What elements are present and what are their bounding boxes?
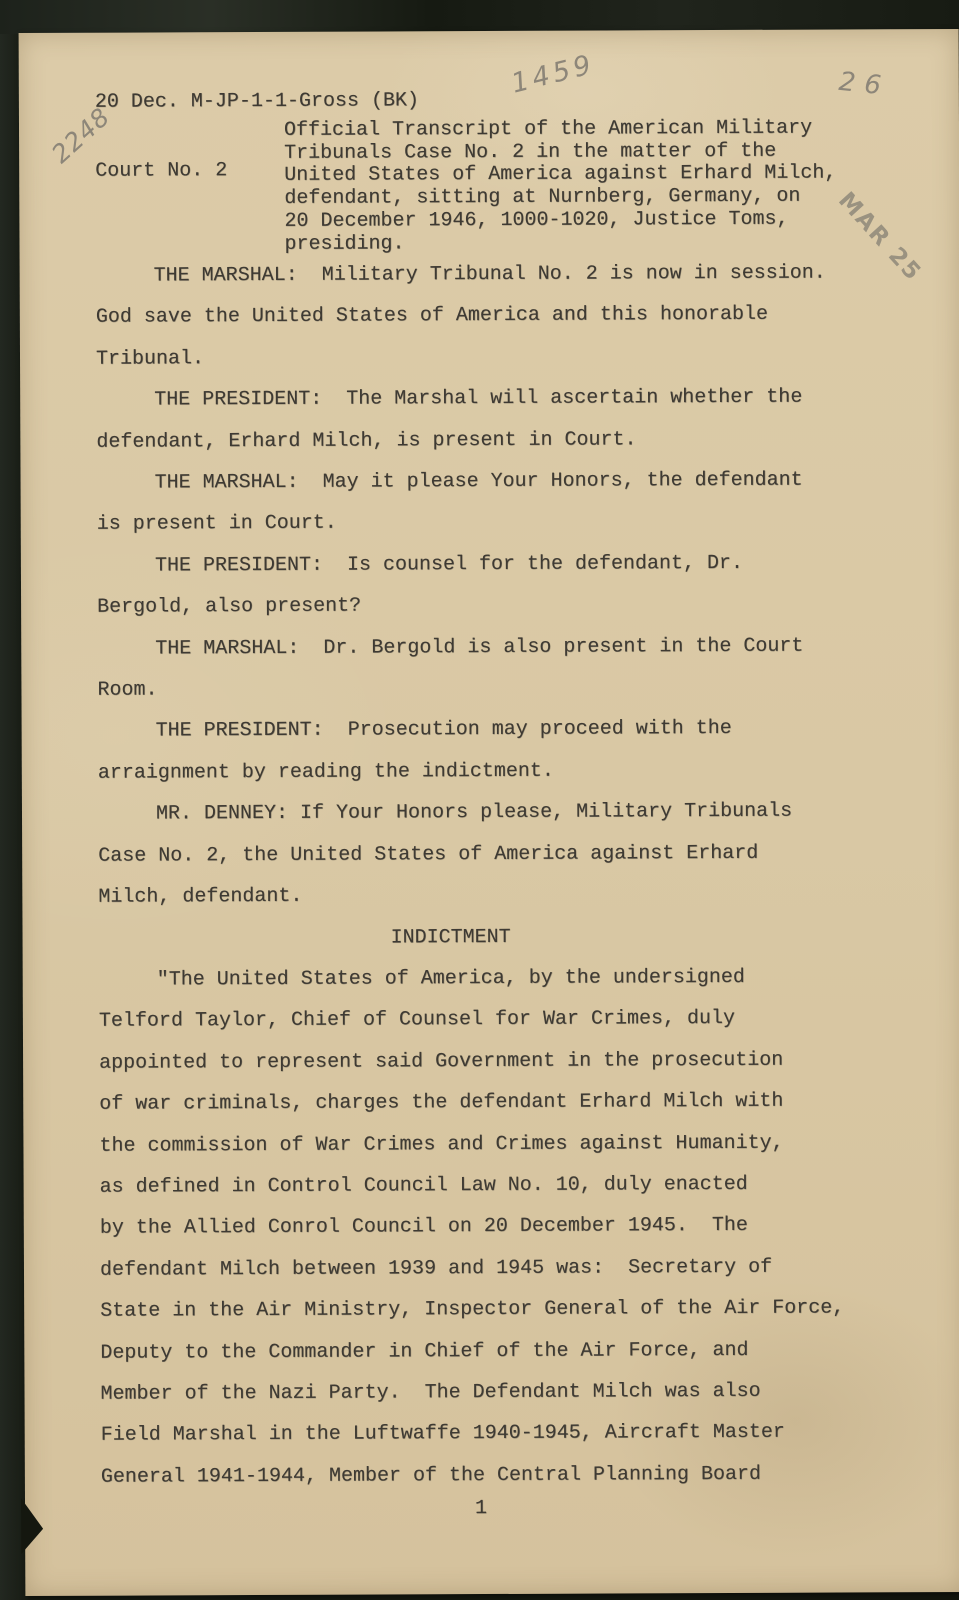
transcript-line: Milch, defendant. [98,884,303,909]
transcript-line: Room. [97,678,158,702]
transcript-line: State in the Air Ministry, Inspector General of the Air Force, [100,1296,845,1323]
transcript-line: defendant, Erhard Milch, is present in Court. [96,427,637,454]
transcript-line: Bergold, also present? [97,594,362,619]
header-line-document-id: 20 Dec. M-JP-1-1-Gross (BK) [94,89,420,114]
transcript-line: Member of the Nazi Party. The Defendant Milch was also [100,1379,761,1406]
caption-line: United States of America against Erhard Milch, [284,161,837,188]
pencil-annotation-26: 26 [837,66,892,102]
transcript-line: is present in Court. [96,512,337,537]
header-line-court-no: Court No. 2 [95,159,228,183]
transcript-line: THE PRESIDENT: The Marshal will ascertain whether the [154,385,803,412]
transcript-line: appointed to represent said Government in the prosecution [99,1048,784,1075]
caption-line: Official Transcript of the American Military [283,116,813,142]
transcript-line: Tribunal. [95,347,205,371]
transcript-line: arraignment by reading the indictment. [97,759,554,785]
transcript-body [96,252,891,1498]
transcript-line: General 1941-1944, Member of the Central Planning Board [100,1462,762,1489]
transcript-caption [284,117,837,256]
transcript-line: THE MARSHAL: Dr. Bergold is also present in the Court [155,634,804,661]
transcript-line: Case No. 2, the United States of America against Erhard [98,841,759,868]
pencil-annotation-1459: 1459 [508,48,599,100]
transcript-line: INDICTMENT [390,925,511,949]
transcript-line: the commission of War Crimes and Crimes against Humanity, [99,1131,784,1158]
transcript-line: God save the United States of America and this honorable [95,303,768,330]
document-paper [19,29,959,1596]
transcript-line: Deputy to the Commander in Chief of the Air Force, and [100,1338,749,1365]
transcript-line: THE MARSHAL: May it please Your Honors, the defendant [154,468,803,495]
transcript-line: MR. DENNEY: If Your Honors please, Military Tribunals [155,799,793,826]
caption-line: defendant, sitting at Nurnberg, Germany, on [284,184,801,211]
caption-line: presiding. [284,231,405,256]
transcript-line: Telford Taylor, Chief of Counsel for War Crimes, duly [98,1007,736,1034]
transcript-line: of war criminals, charges the defendant Erhard Milch with [99,1089,784,1116]
page-number: 1 [474,1497,488,1521]
transcript-line: THE MARSHAL: Military Tribunal No. 2 is now in session. [153,261,826,288]
transcript-line: as defined in Control Council Law No. 10, duly enacted [99,1172,748,1199]
transcript-line: THE PRESIDENT: Is counsel for the defendant, Dr. [154,551,744,578]
pencil-annotation-2248: 2248 [46,101,116,169]
caption-line: 20 December 1946, 1000-1020, Justice Toms, [284,207,789,233]
date-stamp: MAR 25 [833,187,927,287]
transcript-line: THE PRESIDENT: Prosecution may proceed with the [155,717,732,743]
transcript-line: Field Marshal in the Luftwaffe 1940-1945, Aircraft Master [100,1421,785,1448]
caption-line: Tribunals Case No. 2 in the matter of the [284,139,777,165]
transcript-line: defendant Milch between 1939 and 1945 was: Secretary of [99,1255,773,1282]
transcript-line: "The United States of America, by the undersigned [156,965,745,992]
transcript-line: by the Allied Conrol Council on 20 December 1945. The [99,1214,748,1241]
paper-tear [21,1498,43,1554]
